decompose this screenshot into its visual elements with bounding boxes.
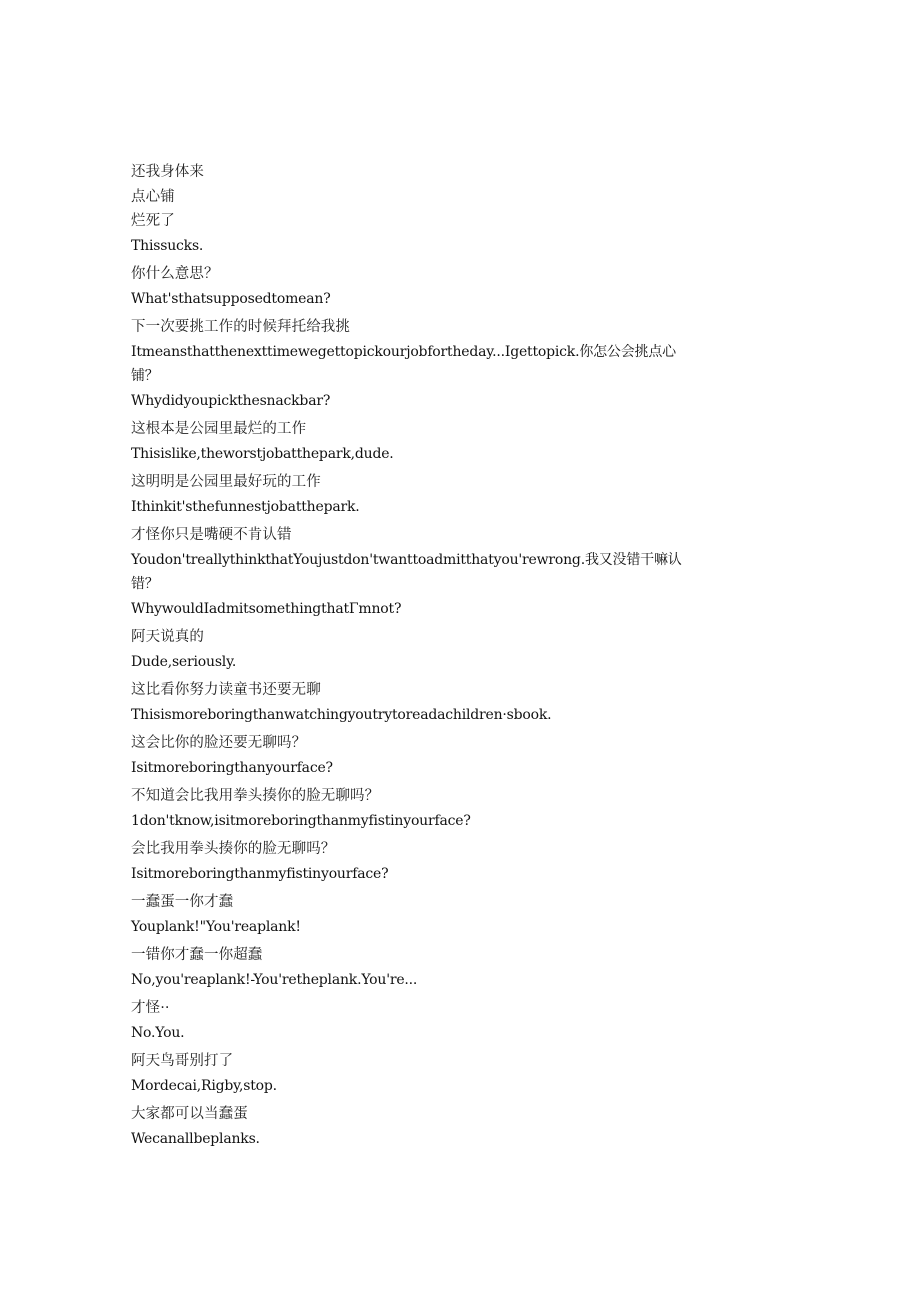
text-line: 一蠢蛋一你才蠢 bbox=[131, 894, 234, 910]
text-line: 1don'tknow,isitmoreboringthanmyfistinyourface? bbox=[131, 812, 471, 829]
text-line: 烂死了 bbox=[131, 213, 175, 229]
text-line: WhywouldIadmitsomethingthatΓmnot? bbox=[131, 600, 402, 617]
text-line: Isitmoreboringthanyourface? bbox=[131, 759, 333, 776]
text-line: Wecanallbeplanks. bbox=[131, 1130, 260, 1147]
text-line: 一错你才蠢一你超蠢 bbox=[131, 947, 263, 963]
text-line: Whydidyoupickthesnackbar? bbox=[131, 392, 331, 409]
text-line: No,you'reaplank!-You'retheplank.You're... bbox=[131, 971, 418, 988]
text-line: Youdon'treallythinkthatYoujustdon'twanttoadmitthatyou'rewrong.我又没错干嘛认错？ bbox=[131, 551, 682, 592]
text-line: 这明明是公园里最好玩的工作 bbox=[131, 474, 321, 490]
text-line: Thisismoreboringthanwatchingyoutrytoreadachildren·sbook. bbox=[131, 706, 552, 723]
text-line: 才怪你只是嘴硬不肯认错 bbox=[131, 527, 292, 543]
text-line: Thisislike,theworstjobatthepark,dude. bbox=[131, 445, 394, 462]
text-line: 这会比你的脸还要无聊吗？ bbox=[131, 735, 307, 751]
text-line: Dude,seriously. bbox=[131, 653, 237, 670]
text-line: Mordecai,Rigby,stop. bbox=[131, 1077, 277, 1094]
text-line: 这根本是公园里最烂的工作 bbox=[131, 421, 307, 437]
text-line: What'sthatsupposedtomean? bbox=[131, 290, 331, 307]
document-page bbox=[131, 160, 701, 1151]
text-line: 你什么意思？ bbox=[131, 266, 219, 282]
text-line: 会比我用拳头揍你的脸无聊吗？ bbox=[131, 841, 336, 857]
text-line: 阿天鸟哥别打了 bbox=[131, 1053, 234, 1069]
text-line: Thissucks. bbox=[131, 237, 204, 254]
text-line: Ithinkit'sthefunnestjobatthepark. bbox=[131, 498, 360, 515]
text-line: 还我身体来 bbox=[131, 164, 204, 180]
text-line: No.You. bbox=[131, 1024, 185, 1041]
text-line: 才怪·· bbox=[131, 1000, 170, 1016]
text-line: 点心铺 bbox=[131, 188, 175, 205]
text-line: 大家都可以当蠢蛋 bbox=[131, 1106, 248, 1122]
text-line: Isitmoreboringthanmyfistinyourface? bbox=[131, 865, 389, 882]
text-line: 阿天说真的 bbox=[131, 629, 204, 645]
text-line: 不知道会比我用拳头揍你的脸无聊吗？ bbox=[131, 788, 380, 804]
text-line: Youplank!"You'reaplank! bbox=[131, 918, 301, 935]
text-line: 下一次要挑工作的时候拜托给我挑 bbox=[131, 319, 350, 335]
text-line: Itmeansthatthenexttimewegettopickourjobfortheday...Igettopick.你怎公会挑点心铺？ bbox=[131, 343, 676, 384]
text-line: 这比看你努力读童书还要无聊 bbox=[131, 682, 321, 698]
